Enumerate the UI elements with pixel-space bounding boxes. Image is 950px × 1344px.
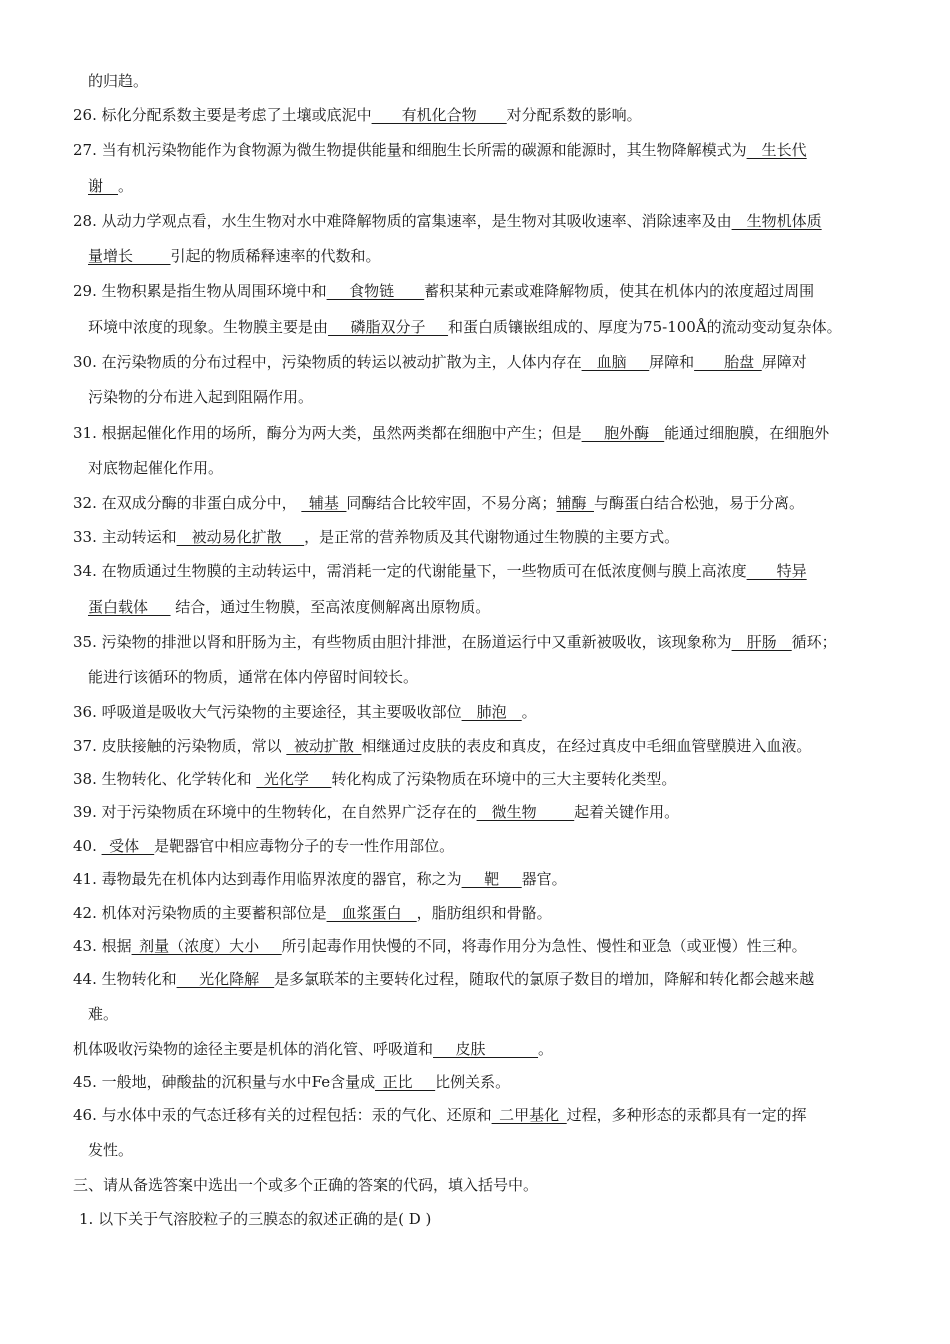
question-39 (73, 801, 679, 823)
text-run: 29. 生物积累是指生物从周围环境中和 (73, 282, 327, 300)
mc-question-1 (79, 1208, 431, 1230)
question-unnumbered (73, 1038, 553, 1060)
question-28-cont (88, 245, 381, 267)
question-34-cont (88, 596, 490, 618)
question-27 (73, 139, 807, 161)
answer-blank: 谢__ (88, 177, 119, 195)
question-45 (73, 1071, 510, 1093)
text-run: 能通过细胞膜，在细胞外 (664, 424, 830, 442)
answer-blank: 蛋白载体___ (88, 598, 171, 616)
question-26 (73, 104, 642, 126)
answer-blank: _二甲基化_ (491, 1106, 567, 1124)
text-run: 26. 标化分配系数主要是考虑了土壤或底泥中 (73, 106, 372, 124)
question-37 (73, 735, 811, 757)
answer-blank: 量增长_____ (88, 247, 171, 265)
text-run: 发性。 (88, 1141, 134, 1159)
answer-blank: _被动扩散_ (286, 737, 362, 755)
question-33 (73, 526, 679, 548)
text-run: 结合，通过生物膜，至高浓度侧解离出原物质。 (170, 598, 491, 616)
answer-blank: __血浆蛋白__ (326, 904, 417, 922)
text-run: 屏障对 (761, 353, 807, 371)
text-run: 33. 主动转运和 (73, 528, 177, 546)
text-run: ，脂肪组织和骨骼。 (416, 904, 552, 922)
answer-blank: ___光化降解__ (176, 970, 275, 988)
text-run: 39. 对于污染物质在环境中的生物转化，在自然界广泛存在的 (73, 803, 477, 821)
text-run: 41. 毒物最先在机体内达到毒作用临界浓度的器官，称之为 (73, 870, 462, 888)
text-run: 机体吸收污染物的途径主要是机体的消化管、呼吸道和 (73, 1040, 434, 1058)
text-run: 30. 在污染物质的分布过程中，污染物质的转运以被动扩散为主，人体内存在 (73, 353, 582, 371)
question-31-cont (88, 457, 223, 479)
text-run: 屏障和 (649, 353, 695, 371)
text-run: 。 (118, 177, 134, 195)
text-line (88, 70, 148, 92)
text-run: 1. 以下关于气溶胶粒子的三膜态的叙述正确的是( D ) (79, 1210, 432, 1228)
text-run: 36. 呼吸道是吸收大气污染物的主要途径，其主要吸收部位 (73, 703, 462, 721)
question-34 (73, 560, 807, 582)
text-run: 是靶器官中相应毒物分子的专一性作用部位。 (154, 837, 455, 855)
question-32 (73, 492, 804, 514)
answer-blank: __微生物_____ (476, 803, 575, 821)
answer-blank: _辅基_ (301, 494, 347, 512)
text-run: 。 (521, 703, 537, 721)
text-run: 和蛋白质镶嵌组成的、厚度为75-100Å的流动变动复杂体。 (448, 318, 842, 336)
question-29 (73, 280, 814, 302)
answer-blank: ____特异 (746, 562, 807, 580)
answer-blank: __肺泡__ (461, 703, 522, 721)
question-31 (73, 422, 829, 444)
question-44 (73, 968, 814, 990)
answer-blank: _光化学___ (256, 770, 332, 788)
question-42 (73, 902, 552, 924)
answer-blank: __肝肠__ (731, 633, 792, 651)
text-run: 38. 生物转化、化学转化和 (73, 770, 257, 788)
text-run: 45. 一般地，砷酸盐的沉积量与水中Fe含量成 (73, 1073, 376, 1091)
section-heading (73, 1174, 538, 1196)
question-28 (73, 210, 822, 232)
question-43 (73, 935, 807, 957)
question-35 (73, 631, 837, 653)
answer-blank: ___胞外酶__ (581, 424, 665, 442)
answer-blank: ___食物链____ (326, 282, 425, 300)
answer-blank: 辅酶_ (556, 494, 594, 512)
answer-blank: __被动易化扩散___ (176, 528, 305, 546)
text-run: 过程，多种形态的汞都具有一定的挥 (566, 1106, 807, 1124)
text-run: 的归趋。 (88, 72, 149, 90)
text-run: 32. 在双成分酶的非蛋白成分中， (73, 494, 302, 512)
text-run: 与酶蛋白结合松弛，易于分离。 (593, 494, 804, 512)
question-44-cont (88, 1003, 118, 1025)
text-run: 44. 生物转化和 (73, 970, 177, 988)
question-46 (73, 1104, 807, 1126)
text-run: 27. 当有机污染物能作为食物源为微生物提供能量和细胞生长所需的碳源和能源时，其生物降解模式为 (73, 141, 747, 159)
question-29-cont (88, 316, 842, 338)
text-run: 40. (73, 837, 102, 855)
text-run: 循环； (791, 633, 837, 651)
answer-blank: ____胎盘_ (694, 353, 762, 371)
answer-blank: _剂量（浓度）大小___ (131, 937, 282, 955)
text-run: 器官。 (521, 870, 567, 888)
question-30-cont (88, 386, 313, 408)
text-run: 28. 从动力学观点看，水生生物对水中难降解物质的富集速率，是生物对其吸收速率、消除速率及由 (73, 212, 732, 230)
text-run: 相继通过皮肤的表皮和真皮，在经过真皮中毛细血管壁膜进入血液。 (361, 737, 812, 755)
text-run: 37. 皮肤接触的污染物质，常以 (73, 737, 287, 755)
text-run: 。 (538, 1040, 554, 1058)
answer-blank: __生物机体质 (731, 212, 822, 230)
answer-blank: _受体__ (101, 837, 155, 855)
text-run: 污染物的分布进入起到阻隔作用。 (88, 388, 314, 406)
text-run: ，是正常的营养物质及其代谢物通过生物膜的主要方式。 (304, 528, 680, 546)
text-run: 31. 根据起催化作用的场所，酶分为两大类，虽然两类都在细胞中产生；但是 (73, 424, 582, 442)
text-run: 环境中浓度的现象。生物膜主要是由 (88, 318, 329, 336)
answer-blank: ___磷脂双分子___ (328, 318, 449, 336)
text-run: 34. 在物质通过生物膜的主动转运中，需消耗一定的代谢能量下，一些物质可在低浓度侧与膜上高浓度 (73, 562, 747, 580)
question-41 (73, 868, 567, 890)
text-run: 起着关键作用。 (574, 803, 680, 821)
question-30 (73, 351, 807, 373)
text-run: 对底物起催化作用。 (88, 459, 224, 477)
question-46-cont (88, 1139, 133, 1161)
question-27-cont (88, 175, 133, 197)
text-run: 46. 与水体中汞的气态迁移有关的过程包括：汞的气化、还原和 (73, 1106, 492, 1124)
answer-blank: __血脑___ (581, 353, 650, 371)
text-run: 转化构成了污染物质在环境中的三大主要转化类型。 (331, 770, 677, 788)
text-run: 43. 根据 (73, 937, 132, 955)
text-run: 35. 污染物的排泄以肾和肝肠为主，有些物质由胆汁排泄，在肠道运行中又重新被吸收，该现象称为 (73, 633, 732, 651)
text-run: 同酶结合比较牢固，不易分离； (346, 494, 557, 512)
text-run: 对分配系数的影响。 (506, 106, 642, 124)
question-40 (73, 835, 454, 857)
text-run: 蓄积某种元素或难降解物质，使其在机体内的浓度超过周围 (424, 282, 815, 300)
text-run: 引起的物质稀释速率的代数和。 (170, 247, 381, 265)
text-run: 42. 机体对污染物质的主要蓄积部位是 (73, 904, 327, 922)
text-run: 三、请从备选答案中选出一个或多个正确的答案的代码，填入括号中。 (73, 1176, 539, 1194)
answer-blank: ___皮肤_______ (433, 1040, 539, 1058)
text-run: 难。 (88, 1005, 119, 1023)
answer-blank: ____有机化合物____ (371, 106, 507, 124)
question-36 (73, 701, 537, 723)
question-38 (73, 768, 676, 790)
answer-blank: ___靶___ (461, 870, 522, 888)
text-run: 比例关系。 (435, 1073, 511, 1091)
text-run: 是多氯联苯的主要转化过程，随取代的氯原子数目的增加，降解和转化都会越来越 (274, 970, 815, 988)
answer-blank: _正比___ (375, 1073, 436, 1091)
text-run: 能进行该循环的物质，通常在体内停留时间较长。 (88, 668, 419, 686)
text-run: 所引起毒作用快慢的不同，将毒作用分为急性、慢性和亚急（或亚慢）性三种。 (281, 937, 807, 955)
answer-blank: __生长代 (746, 141, 807, 159)
question-35-cont (88, 666, 418, 688)
